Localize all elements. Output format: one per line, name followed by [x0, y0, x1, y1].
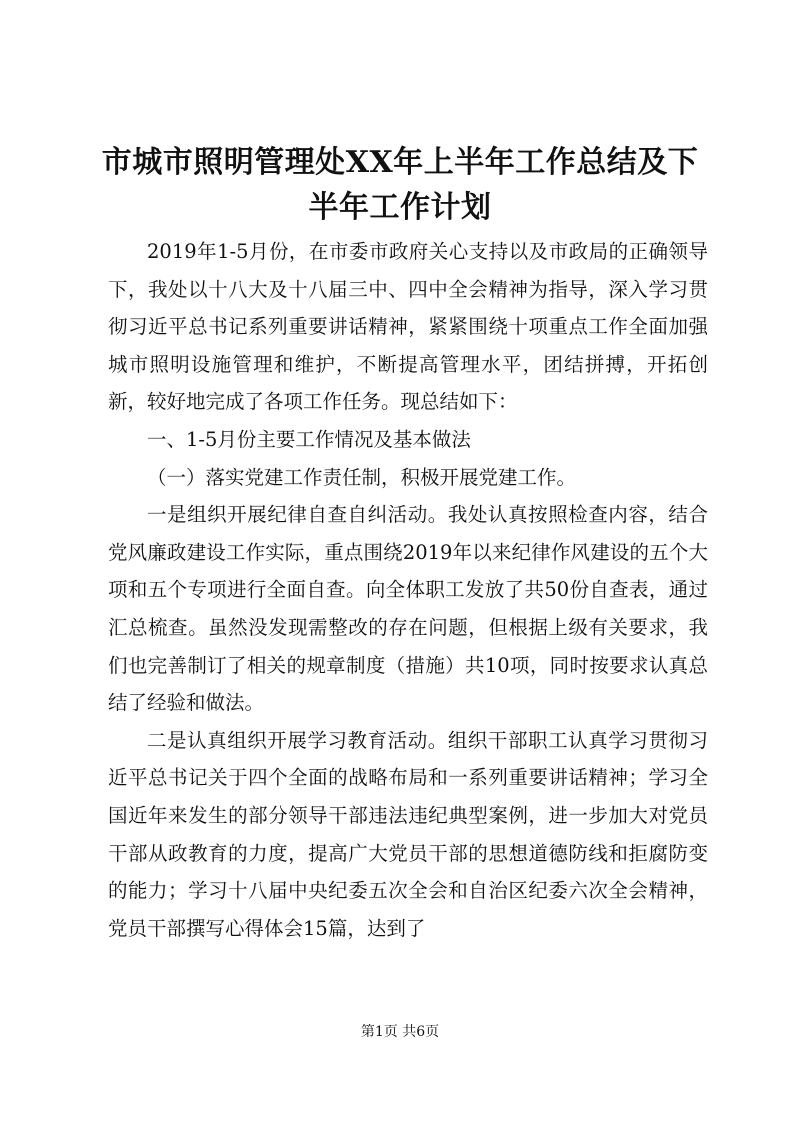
- title-line-2: 半年工作计划: [308, 190, 492, 225]
- document-body: [108, 233, 708, 947]
- paragraph-item-2: 二是认真组织开展学习教育活动。组织干部职工认真学习贯彻习近平总书记关于四个全面的战略布局和一系列重要讲话精神；学习全国近年来发生的部分领导干部违法违纪典型案例，进一步加大对党员干部从政教育的力度，提高广大党员干部的思想道德防线和拒腐防变的能力；学习十八届中央纪委五次全会和自治区纪委六次全会精神，党员干部撰写心得体会15篇，达到了: [108, 728, 708, 940]
- paragraph-item-1: 一是组织开展纪律自查自纠活动。我处认真按照检查内容，结合党风廉政建设工作实际，重点围绕2019年以来纪律作风建设的五个大项和五个专项进行全面自查。向全体职工发放了共50份自查表，通过汇总梳查。虽然没发现需整改的存在问题，但根据上级有关要求，我们也完善制订了相关的规章制度（措施）共10项，同时按要求认真总结了经验和做法。: [108, 503, 708, 715]
- page-footer: 第1页 共6页: [360, 1024, 440, 1040]
- document-title: [80, 140, 720, 230]
- title-line-1: 市城市照明管理处XX年上半年工作总结及下: [101, 145, 699, 180]
- section-heading: 一、1-5月份主要工作情况及基本做法: [147, 427, 471, 451]
- subsection-heading: （一）落实党建工作责任制，积极开展党建工作。: [147, 465, 577, 489]
- paragraph-intro: 2019年1-5月份，在市委市政府关心支持以及市政局的正确领导下，我处以十八大及十八届三中、四中全会精神为指导，深入学习贯彻习近平总书记系列重要讲话精神，紧紧围绕十项重点工作全面加强城市照明设施管理和维护，不断提高管理水平，团结拼搏，开拓创新，较好地完成了各项工作任务。现总结如下：: [108, 240, 708, 414]
